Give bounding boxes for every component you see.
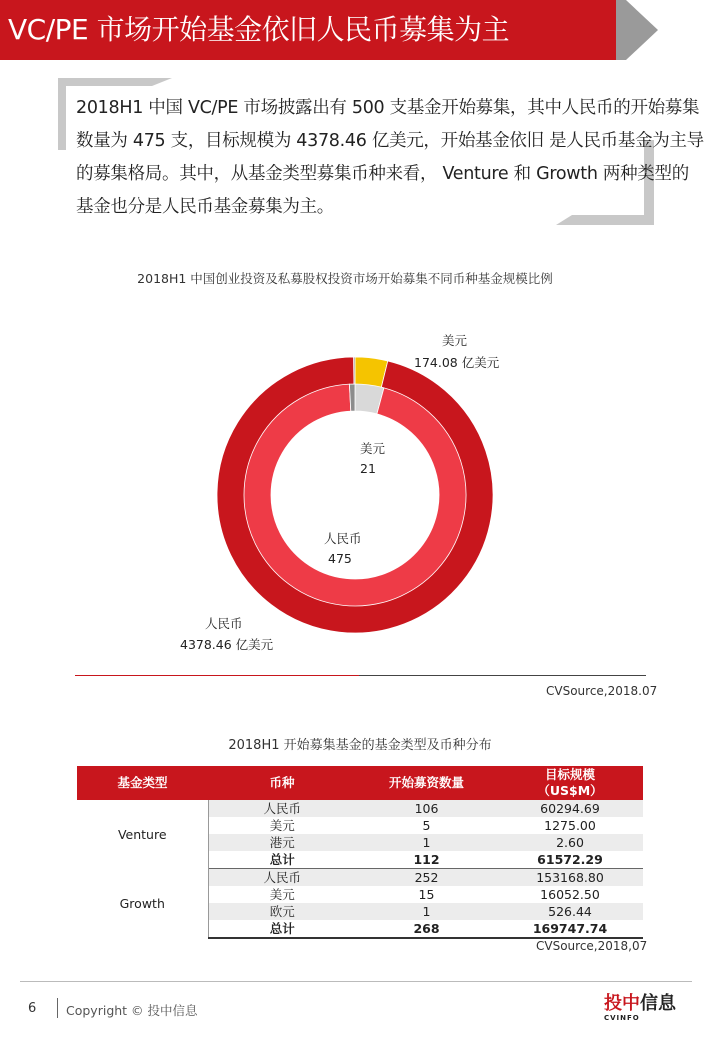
table-header-row	[77, 766, 643, 800]
logo-en: CVINFO	[604, 1014, 640, 1022]
chart-rule-accent	[75, 675, 359, 676]
chart-source: CVSource,2018.07	[546, 684, 658, 698]
cell-count: 5	[422, 818, 431, 833]
cvinfo-logo	[604, 994, 684, 1022]
outer-rmb-label: 人民币	[205, 616, 243, 631]
fund-type-venture: Venture	[77, 800, 208, 869]
donut-slice-outer-2	[354, 357, 355, 387]
table-row	[77, 869, 643, 887]
cell-size: 1275.00	[544, 818, 596, 833]
cell-size: 526.44	[497, 903, 643, 920]
footer-rule	[20, 981, 692, 982]
table-source: CVSource,2018,07	[536, 939, 648, 953]
table-title: 2018H1 开始募集基金的基金类型及币种分布	[228, 738, 492, 753]
inner-usd-label: 美元	[360, 441, 386, 456]
cell-total-size: 61572.29	[497, 851, 643, 869]
cell-total-label: 总计	[208, 851, 356, 869]
header-target-size: 目标规模 （US$M）	[497, 766, 643, 800]
cell-currency: 人民币	[208, 869, 356, 887]
header-currency: 币种	[208, 766, 356, 800]
cell-currency: 美元	[269, 818, 295, 833]
donut-slice-inner-1	[244, 384, 466, 606]
outer-rmb-value: 4378.46 亿美元	[180, 637, 274, 652]
header-count: 开始募资数量	[356, 766, 497, 800]
inner-rmb-label: 人民币	[324, 531, 362, 546]
cell-currency: 人民币	[208, 800, 356, 817]
chart-rule	[359, 675, 646, 676]
logo-cn-red: 投中	[604, 993, 640, 1014]
footer-separator	[57, 998, 58, 1018]
cell-size: 60294.69	[497, 800, 643, 817]
cell-size: 153168.80	[497, 869, 643, 887]
cell-size: 2.60	[497, 834, 643, 851]
table-row	[77, 800, 643, 817]
inner-rmb-value: 475	[328, 551, 352, 566]
cell-count: 106	[356, 800, 497, 817]
fund-type-growth: Growth	[77, 869, 208, 939]
page-number: 6	[28, 1001, 37, 1016]
fund-table	[77, 766, 643, 939]
cell-total-count: 112	[356, 851, 497, 869]
inner-usd-value: 21	[360, 461, 376, 476]
cell-total-label: 总计	[208, 920, 356, 938]
page-title: VC/PE 市场开始基金依旧人民币募集为主	[8, 13, 510, 46]
outer-usd-label: 美元	[442, 333, 468, 348]
cell-currency: 港元	[208, 834, 356, 851]
cell-currency: 欧元	[208, 903, 356, 920]
header-fund-type: 基金类型	[77, 766, 208, 800]
donut-slice-inner-2	[349, 384, 355, 411]
copyright: Copyright © 投中信息	[66, 1003, 198, 1018]
cell-count: 1	[356, 834, 497, 851]
cell-count: 1	[356, 903, 497, 920]
cell-size: 16052.50	[540, 887, 600, 902]
outer-usd-value: 174.08 亿美元	[414, 355, 500, 370]
logo-cn-dark: 信息	[640, 993, 676, 1014]
cell-total-count: 268	[356, 920, 497, 938]
intro-paragraph: 2018H1 中国 VC/PE 市场披露出有 500 支基金开始募集，其中人民币的开始募集数量为 475 支，目标规模为 4378.46 亿美元，开始基金依旧 是人民币基金为主导的募集格局。其中，从基金类型募集币种来看， Venture 和 Growth 两种类型的基金也分是人民币基金募集为主。	[76, 98, 704, 217]
cell-currency: 美元	[269, 887, 295, 902]
cell-count: 252	[356, 869, 497, 887]
cell-total-size: 169747.74	[497, 920, 643, 938]
cell-count: 15	[418, 887, 435, 902]
chart-title: 2018H1 中国创业投资及私募股权投资市场开始募集不同币种基金规模比例	[137, 271, 553, 286]
